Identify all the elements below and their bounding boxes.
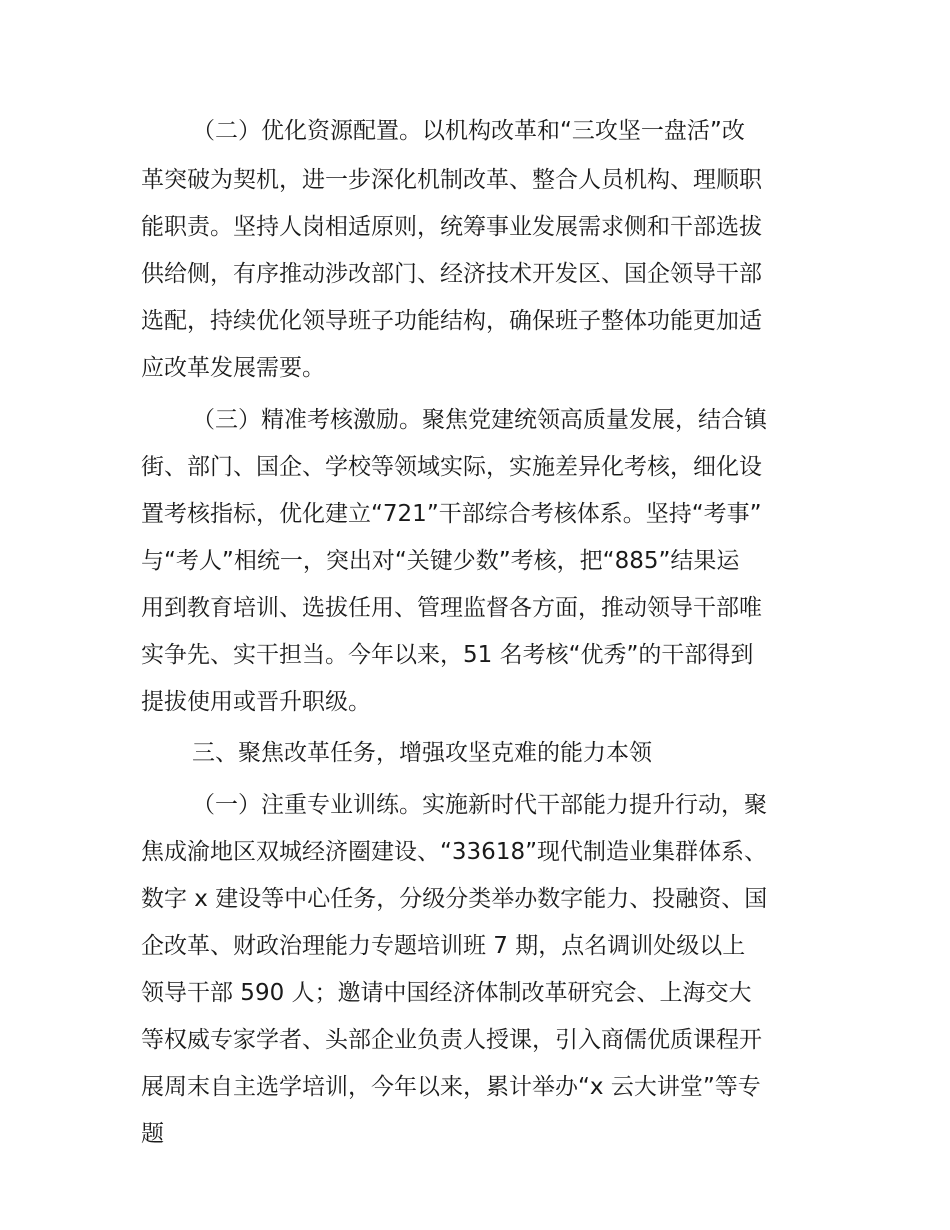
- text-line: 与“考人”相统一，突出对“关键少数”考核，把“885”结果运: [141, 548, 740, 574]
- text-line: 企改革、财政治理能力专题培训班 7 期，点名调训处级以上: [141, 933, 746, 959]
- text-line: 提拔使用或晋升职级。: [141, 689, 371, 715]
- text-line: 领导干部 590 人；邀请中国经济体制改革研究会、上海交大: [141, 980, 752, 1006]
- text-line: 能职责。坚持人岗相适原则，统筹事业发展需求侧和干部选拔: [141, 214, 762, 240]
- text-line: 选配，持续优化领导班子功能结构，确保班子整体功能更加适: [141, 308, 762, 334]
- text-line: 应改革发展需要。: [141, 355, 325, 381]
- text-line: 实争先、实干担当。今年以来，51 名考核“优秀”的干部得到: [141, 642, 754, 668]
- text-line: （一）注重专业训练。实施新时代干部能力提升行动，聚: [192, 792, 767, 818]
- text-line: 展周末自主选学培训，今年以来，累计举办“x 云大讲堂”等专: [141, 1074, 761, 1100]
- text-line: 置考核指标，优化建立“721”干部综合考核体系。坚持“考事”: [141, 501, 762, 527]
- text-line: 用到教育培训、选拔任用、管理监督各方面，推动领导干部唯: [141, 595, 762, 621]
- text-line: 焦成渝地区双城经济圈建设、“33618”现代制造业集群体系、: [141, 839, 767, 865]
- text-line: 题: [141, 1121, 164, 1147]
- text-line: 街、部门、国企、学校等领域实际，实施差异化考核，细化设: [141, 454, 762, 480]
- text-line: （二）优化资源配置。以机构改革和“三攻坚一盘活”改: [192, 118, 745, 144]
- text-line: 数字 x 建设等中心任务，分级分类举办数字能力、投融资、国: [141, 886, 768, 912]
- text-line: 革突破为契机，进一步深化机制改革、整合人员机构、理顺职: [141, 167, 762, 193]
- text-line: 供给侧，有序推动涉改部门、经济技术开发区、国企领导干部: [141, 261, 762, 287]
- text-line: （三）精准考核激励。聚焦党建统领高质量发展，结合镇: [192, 407, 767, 433]
- text-line: 等权威专家学者、头部企业负责人授课，引入商儒优质课程开: [141, 1027, 762, 1053]
- heading-line: 三、聚焦改革任务，增强攻坚克难的能力本领: [192, 740, 652, 766]
